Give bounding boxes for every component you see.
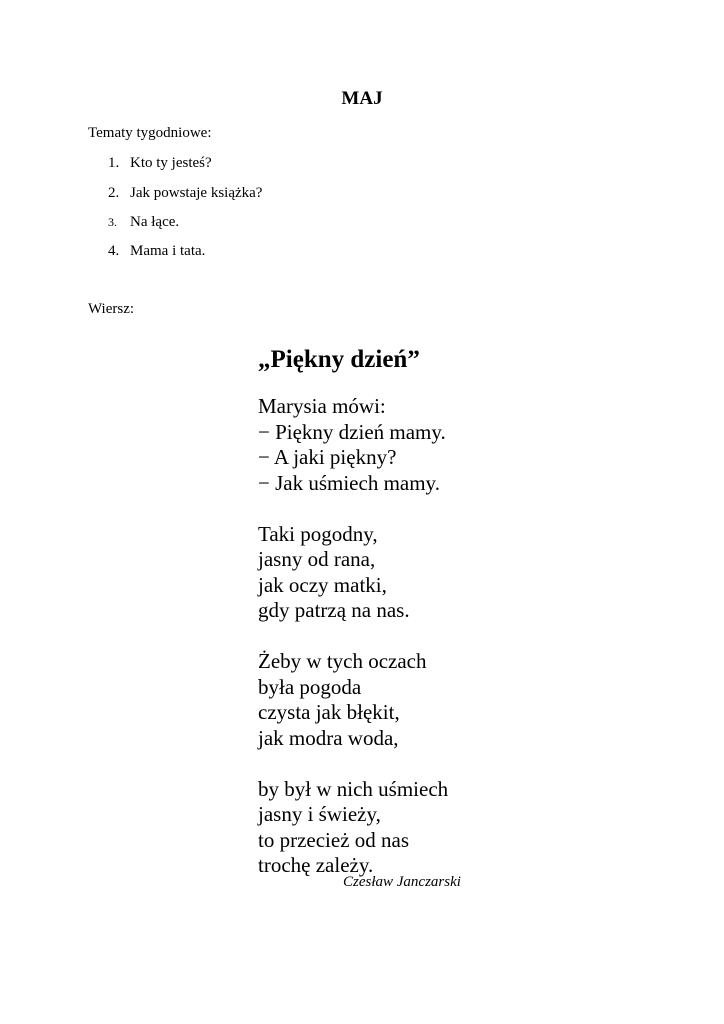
poem-line: − Piękny dzień mamy. <box>258 419 446 444</box>
poem-line: by był w nich uśmiech <box>258 776 449 801</box>
poem-line: Taki pogodny, <box>258 521 378 546</box>
poem-line: Marysia mówi: <box>258 394 386 418</box>
poem-body <box>258 394 448 904</box>
poem-line: jasny i świeży, <box>258 802 381 826</box>
poem-author: Czesław Janczarski <box>343 874 461 890</box>
poem-line: to przecież od nas <box>258 827 410 852</box>
poem-stanza <box>258 777 448 879</box>
poem-line: trochę zależy. <box>258 853 374 877</box>
poem-line: czysta jak błękit, <box>258 700 400 724</box>
poem-line: jak modra woda, <box>258 725 399 750</box>
poem-line: jasny od rana, <box>258 547 376 571</box>
page-title: MAJ <box>341 88 383 109</box>
poem-line: Żeby w tych oczach <box>258 649 427 673</box>
poem-stanza <box>258 522 448 624</box>
topics-label: Tematy tygodniowe: <box>88 125 212 141</box>
list-item <box>108 185 262 202</box>
list-item-text: Kto ty jesteś? <box>130 155 212 171</box>
poem-stanza <box>258 394 448 496</box>
poem-line: jak oczy matki, <box>258 572 387 597</box>
list-item-text: Na łące. <box>130 214 180 230</box>
list-item <box>108 214 179 231</box>
poem-line: − A jaki piękny? <box>258 445 397 469</box>
list-item-text: Mama i tata. <box>130 243 206 259</box>
poem-stanza <box>258 649 448 751</box>
poem-line: gdy patrzą na nas. <box>258 598 410 622</box>
list-item <box>108 243 205 260</box>
list-item-number: 4. <box>108 243 120 259</box>
poem-line: była pogoda <box>258 674 362 699</box>
list-item-text: Jak powstaje książka? <box>130 185 263 201</box>
poem-title: „Piękny dzień” <box>258 346 420 373</box>
poem-label: Wiersz: <box>88 301 135 317</box>
list-item-number: 1. <box>108 155 120 171</box>
list-item <box>108 155 212 172</box>
list-item-number: 3. <box>108 215 117 229</box>
poem-line: − Jak uśmiech mamy. <box>258 470 440 495</box>
list-item-number: 2. <box>108 185 120 201</box>
